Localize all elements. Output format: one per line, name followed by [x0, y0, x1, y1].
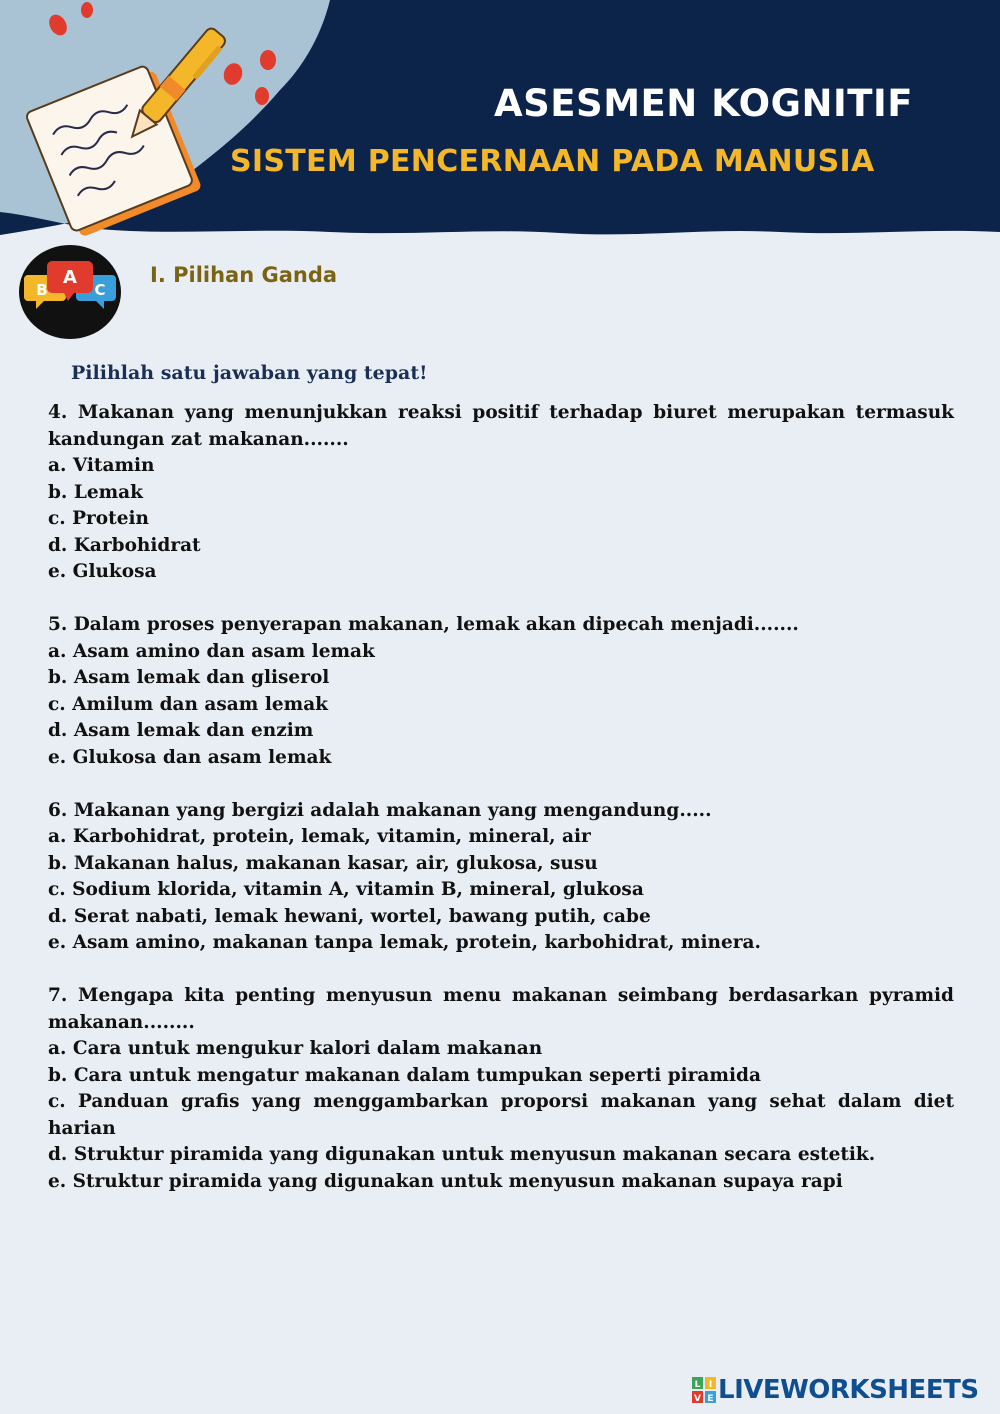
question-text: 7. Mengapa kita penting menyusun menu makanan seimbang berdasarkan pyramid makanan........ — [48, 985, 954, 1033]
answer-option[interactable]: c. Panduan grafis yang menggambarkan proporsi makanan yang sehat dalam diet harian — [48, 1091, 954, 1139]
answer-option[interactable]: e. Glukosa — [48, 561, 157, 582]
answer-option[interactable]: a. Vitamin — [48, 455, 155, 476]
answer-option[interactable]: c. Sodium klorida, vitamin A, vitamin B, mineral, glukosa — [48, 879, 644, 900]
answer-option[interactable]: b. Cara untuk mengatur makanan dalam tumpukan seperti piramida — [48, 1064, 761, 1086]
abc-bubbles-icon — [18, 243, 123, 340]
answer-option[interactable]: d. Asam lemak dan enzim — [48, 720, 314, 741]
question-text: 5. Dalam proses penyerapan makanan, lemak akan dipecah menjadi....... — [48, 614, 799, 635]
question-item — [48, 983, 954, 1195]
answer-option[interactable]: a. Asam amino dan asam lemak — [48, 640, 375, 662]
answer-option[interactable]: d. Karbohidrat — [48, 534, 201, 556]
page-subtitle: SISTEM PENCERNAAN PADA MANUSIA — [230, 144, 875, 179]
answer-option[interactable]: c. Protein — [48, 508, 149, 529]
answer-option[interactable]: d. Serat nabati, lemak hewani, wortel, bawang putih, cabe — [48, 905, 651, 927]
badge-letter: I — [708, 1380, 713, 1390]
answer-option[interactable]: a. Karbohidrat, protein, lemak, vitamin, mineral, air — [48, 826, 591, 847]
instruction-text: Pilihlah satu jawaban yang tepat! — [71, 362, 428, 384]
header-banner — [0, 0, 1000, 250]
live-badge-icon — [692, 1377, 716, 1403]
answer-option[interactable]: e. Glukosa dan asam lemak — [48, 746, 332, 768]
answer-option[interactable]: d. Struktur piramida yang digunakan untuk menyusun makanan secara estetik. — [48, 1144, 876, 1165]
liveworksheets-logo[interactable] — [692, 1372, 979, 1408]
question-item — [48, 798, 954, 957]
answer-option[interactable]: c. Amilum dan asam lemak — [48, 693, 328, 715]
question-item — [48, 400, 954, 586]
badge-letter: L — [694, 1380, 701, 1390]
answer-option[interactable]: e. Asam amino, makanan tanpa lemak, protein, karbohidrat, minera. — [48, 932, 761, 953]
answer-option[interactable]: e. Struktur piramida yang digunakan untuk menyusun makanan supaya rapi — [48, 1170, 843, 1192]
question-text: 6. Makanan yang bergizi adalah makanan yang mengandung..... — [48, 799, 712, 821]
question-item — [48, 612, 954, 771]
abc-letter-b: B — [36, 281, 48, 299]
answer-option[interactable]: b. Asam lemak dan gliserol — [48, 667, 330, 688]
question-list — [48, 400, 954, 1222]
page-title: ASESMEN KOGNITIF — [494, 82, 913, 125]
answer-option[interactable]: b. Lemak — [48, 481, 143, 503]
abc-letter-a: A — [63, 267, 77, 288]
section-title: I. Pilihan Ganda — [150, 263, 338, 287]
logo-text: LIVEWORKSHEETS — [718, 1375, 979, 1405]
answer-option[interactable]: a. Cara untuk mengukur kalori dalam makanan — [48, 1038, 543, 1059]
badge-letter: V — [694, 1394, 701, 1403]
question-text: 4. Makanan yang menunjukkan reaksi positif terhadap biuret merupakan termasuk kandungan zat makanan....... — [48, 402, 954, 450]
abc-letter-c: C — [94, 281, 106, 299]
answer-option[interactable]: b. Makanan halus, makanan kasar, air, glukosa, susu — [48, 852, 598, 874]
badge-letter: E — [707, 1394, 714, 1403]
notepad-pen-icon — [20, 20, 240, 240]
